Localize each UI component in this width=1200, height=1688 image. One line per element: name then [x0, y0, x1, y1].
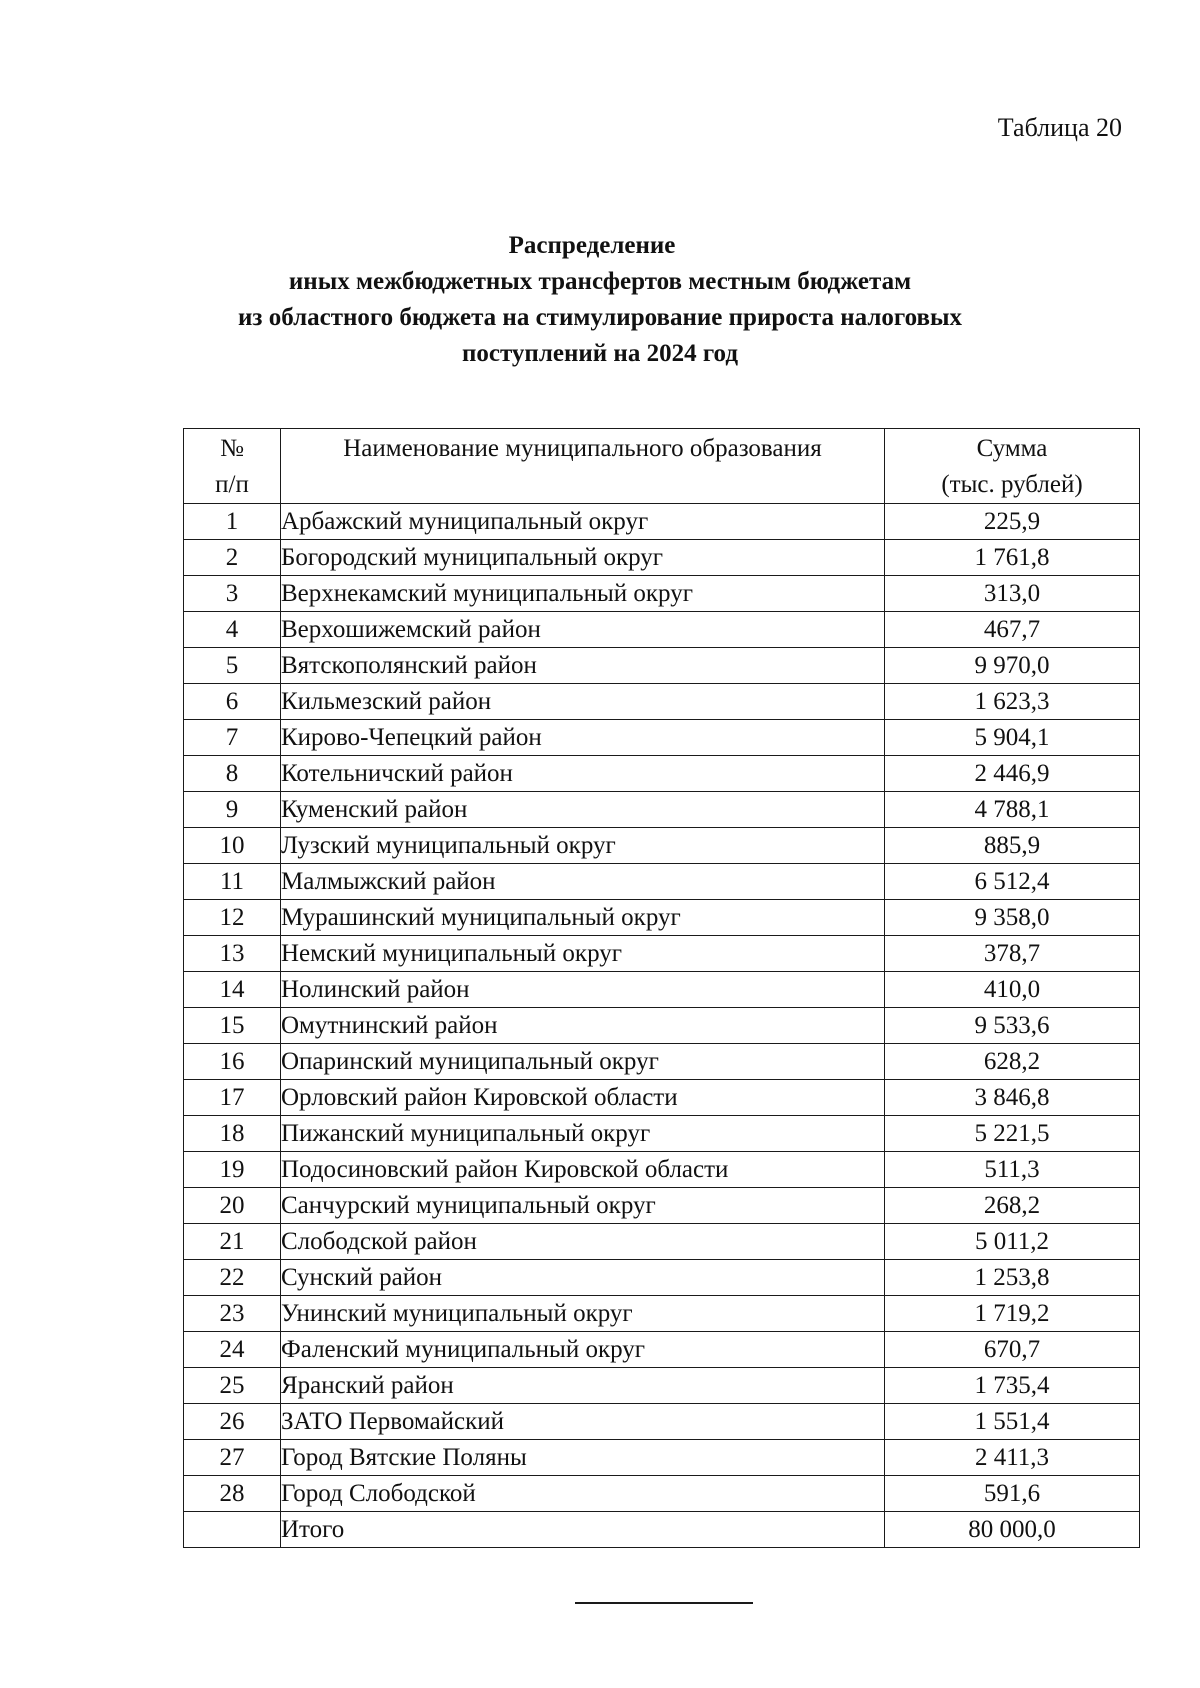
table-row: [184, 936, 1140, 972]
header-number: [184, 429, 281, 504]
total-row: [184, 1512, 1140, 1548]
row-municipality: Нолинский район: [281, 972, 885, 1008]
row-municipality: Верхошижемский район: [281, 612, 885, 648]
row-municipality: Арбажский муниципальный округ: [281, 504, 885, 540]
row-number: 17: [184, 1080, 281, 1116]
row-number: 23: [184, 1296, 281, 1332]
row-municipality: Котельничский район: [281, 756, 885, 792]
table-row: [184, 504, 1140, 540]
footer-rule: [575, 1602, 753, 1604]
row-municipality: Кильмезский район: [281, 684, 885, 720]
row-number: 12: [184, 900, 281, 936]
heading-line-1: Распределение: [508, 232, 676, 259]
row-number: 2: [184, 540, 281, 576]
row-number: 3: [184, 576, 281, 612]
row-amount: 9 970,0: [885, 648, 1140, 684]
heading-line-2: иных межбюджетных трансфертов местным бюджетам: [288, 268, 912, 295]
table-row: [184, 1368, 1140, 1404]
table-row: [184, 612, 1140, 648]
row-municipality: Пижанский муниципальный округ: [281, 1116, 885, 1152]
row-amount: 5 904,1: [885, 720, 1140, 756]
row-number: 8: [184, 756, 281, 792]
row-amount: 3 846,8: [885, 1080, 1140, 1116]
row-amount: 670,7: [885, 1332, 1140, 1368]
total-label: Итого: [281, 1512, 885, 1548]
table-row: [184, 1296, 1140, 1332]
row-amount: 313,0: [885, 576, 1140, 612]
table-row: [184, 540, 1140, 576]
row-municipality: Опаринский муниципальный округ: [281, 1044, 885, 1080]
row-amount: 885,9: [885, 828, 1140, 864]
row-amount: 378,7: [885, 936, 1140, 972]
row-amount: 410,0: [885, 972, 1140, 1008]
table-row: [184, 792, 1140, 828]
table-row: [184, 1260, 1140, 1296]
table-row: [184, 1224, 1140, 1260]
table-row: [184, 1116, 1140, 1152]
row-number: 26: [184, 1404, 281, 1440]
total-number-empty: [184, 1512, 281, 1548]
row-municipality: Санчурский муниципальный округ: [281, 1188, 885, 1224]
row-municipality: Унинский муниципальный округ: [281, 1296, 885, 1332]
row-municipality: Яранский район: [281, 1368, 885, 1404]
row-amount: 225,9: [885, 504, 1140, 540]
table-row: [184, 864, 1140, 900]
row-amount: 9 358,0: [885, 900, 1140, 936]
table-row: [184, 1080, 1140, 1116]
table-row: [184, 1440, 1140, 1476]
row-number: 9: [184, 792, 281, 828]
row-number: 15: [184, 1008, 281, 1044]
row-municipality: Фаленский муниципальный округ: [281, 1332, 885, 1368]
row-municipality: Кирово-Чепецкий район: [281, 720, 885, 756]
row-municipality: Верхнекамский муниципальный округ: [281, 576, 885, 612]
row-municipality: ЗАТО Первомайский: [281, 1404, 885, 1440]
row-number: 6: [184, 684, 281, 720]
header-amount: [885, 429, 1140, 504]
table-row: [184, 1332, 1140, 1368]
row-municipality: Город Вятские Поляны: [281, 1440, 885, 1476]
row-amount: 628,2: [885, 1044, 1140, 1080]
table-number-label: Таблица 20: [997, 113, 1122, 142]
table-body: [184, 504, 1140, 1548]
row-number: 1: [184, 504, 281, 540]
row-municipality: Подосиновский район Кировской области: [281, 1152, 885, 1188]
row-number: 4: [184, 612, 281, 648]
row-number: 19: [184, 1152, 281, 1188]
row-number: 27: [184, 1440, 281, 1476]
table-row: [184, 828, 1140, 864]
header-municipality: Наименование муниципального образования: [281, 429, 885, 504]
row-municipality: Мурашинский муниципальный округ: [281, 900, 885, 936]
row-municipality: Немский муниципальный округ: [281, 936, 885, 972]
row-amount: 5 221,5: [885, 1116, 1140, 1152]
row-municipality: Орловский район Кировской области: [281, 1080, 885, 1116]
row-number: 11: [184, 864, 281, 900]
table-row: [184, 1152, 1140, 1188]
row-amount: 2 411,3: [885, 1440, 1140, 1476]
row-number: 13: [184, 936, 281, 972]
table-row: [184, 1008, 1140, 1044]
table-header-row: [184, 429, 1140, 504]
table-row: [184, 720, 1140, 756]
row-amount: 268,2: [885, 1188, 1140, 1224]
transfers-table: [183, 428, 1140, 1548]
row-amount: 467,7: [885, 612, 1140, 648]
row-amount: 1 551,4: [885, 1404, 1140, 1440]
row-number: 24: [184, 1332, 281, 1368]
row-amount: 1 761,8: [885, 540, 1140, 576]
row-amount: 591,6: [885, 1476, 1140, 1512]
row-number: 16: [184, 1044, 281, 1080]
row-amount: 5 011,2: [885, 1224, 1140, 1260]
row-number: 20: [184, 1188, 281, 1224]
table-row: [184, 900, 1140, 936]
table-row: [184, 648, 1140, 684]
row-amount: 1 623,3: [885, 684, 1140, 720]
table-row: [184, 972, 1140, 1008]
row-amount: 6 512,4: [885, 864, 1140, 900]
document-heading: [0, 228, 1200, 372]
row-amount: 1 253,8: [885, 1260, 1140, 1296]
heading-line-4: поступлений на 2024 год: [461, 340, 738, 367]
row-number: 28: [184, 1476, 281, 1512]
row-amount: 1 719,2: [885, 1296, 1140, 1332]
row-municipality: Богородский муниципальный округ: [281, 540, 885, 576]
row-number: 21: [184, 1224, 281, 1260]
row-amount: 4 788,1: [885, 792, 1140, 828]
row-number: 5: [184, 648, 281, 684]
heading-line-3: из областного бюджета на стимулирование прироста налоговых: [238, 304, 962, 331]
row-municipality: Куменский район: [281, 792, 885, 828]
row-number: 18: [184, 1116, 281, 1152]
row-municipality: Омутнинский район: [281, 1008, 885, 1044]
header-number-symbol: №: [220, 435, 244, 462]
table-row: [184, 756, 1140, 792]
row-municipality: Вятскополянский район: [281, 648, 885, 684]
row-municipality: Слободской район: [281, 1224, 885, 1260]
row-amount: 511,3: [885, 1152, 1140, 1188]
table-row: [184, 1188, 1140, 1224]
header-number-abbr: п/п: [215, 471, 249, 498]
row-amount: 1 735,4: [885, 1368, 1140, 1404]
row-number: 25: [184, 1368, 281, 1404]
row-number: 14: [184, 972, 281, 1008]
table-row: [184, 1044, 1140, 1080]
row-municipality: Малмыжский район: [281, 864, 885, 900]
row-number: 10: [184, 828, 281, 864]
row-amount: 9 533,6: [885, 1008, 1140, 1044]
row-municipality: Город Слободской: [281, 1476, 885, 1512]
row-number: 22: [184, 1260, 281, 1296]
header-amount-title: Сумма: [976, 435, 1048, 462]
row-amount: 2 446,9: [885, 756, 1140, 792]
row-municipality: Лузский муниципальный округ: [281, 828, 885, 864]
table-row: [184, 1476, 1140, 1512]
header-amount-unit: (тыс. рублей): [941, 471, 1083, 498]
table-row: [184, 576, 1140, 612]
table-row: [184, 1404, 1140, 1440]
total-amount: 80 000,0: [885, 1512, 1140, 1548]
row-number: 7: [184, 720, 281, 756]
row-municipality: Сунский район: [281, 1260, 885, 1296]
table-row: [184, 684, 1140, 720]
